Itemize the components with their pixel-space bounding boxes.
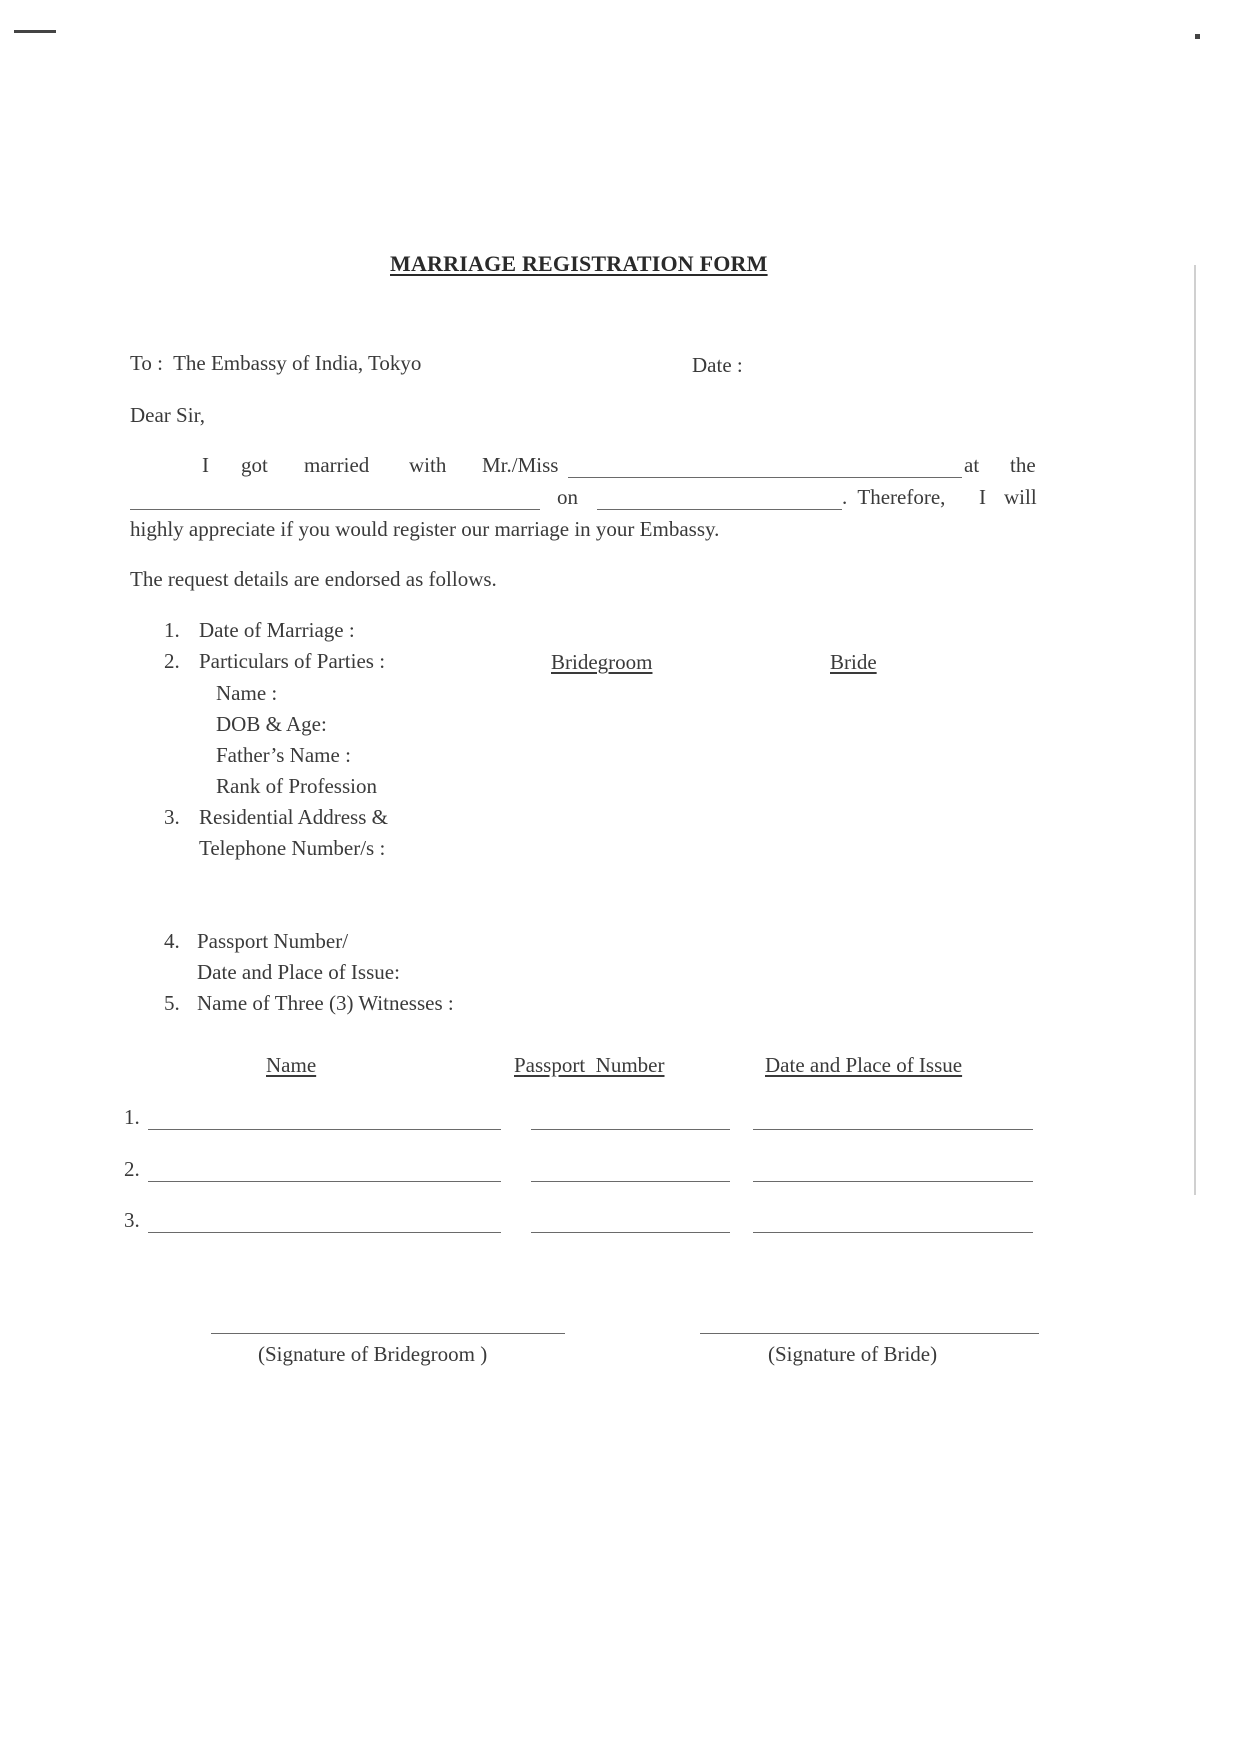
bride-signature-line: [700, 1333, 1039, 1334]
witness-row-number: 2.: [124, 1157, 140, 1181]
witness-header-name: Name: [266, 1053, 317, 1077]
to-line: To : The Embassy of India, Tokyo: [130, 351, 422, 375]
witness-row-number: 3.: [124, 1208, 140, 1232]
item-residential-address: Residential Address &: [199, 805, 388, 829]
item-number: 4.: [164, 929, 180, 953]
item-witnesses: Name of Three (3) Witnesses :: [197, 991, 454, 1015]
scan-mark-top-right: [1195, 34, 1200, 39]
item-passport-number: Passport Number/: [197, 929, 349, 953]
item-particulars-of-parties: Particulars of Parties :: [199, 649, 386, 673]
para-line-3: highly appreciate if you would register our marriage in your Embassy.: [130, 517, 720, 541]
witness-name-line: [148, 1232, 501, 1233]
column-header-bridegroom: Bridegroom: [551, 650, 653, 674]
para-word: I: [979, 485, 986, 509]
item-date-of-marriage: Date of Marriage :: [199, 618, 355, 642]
sub-label-father: Father’s Name :: [216, 743, 351, 767]
sub-label-dob: DOB & Age:: [216, 712, 327, 736]
request-intro: The request details are endorsed as follows.: [130, 567, 497, 591]
bridegroom-signature-label: (Signature of Bridegroom ): [258, 1342, 488, 1366]
para-word: at: [964, 453, 980, 477]
witness-date-line: [753, 1181, 1033, 1182]
para-word: on: [557, 485, 578, 509]
witness-date-line: [753, 1129, 1033, 1130]
para-word: got: [241, 453, 268, 477]
bridegroom-signature-line: [211, 1333, 565, 1334]
witness-header-passport: Passport Number: [514, 1053, 665, 1077]
witness-passport-line: [531, 1232, 730, 1233]
form-title: MARRIAGE REGISTRATION FORM: [390, 251, 768, 276]
date-blank: [597, 509, 842, 510]
witness-passport-line: [531, 1181, 730, 1182]
sub-label-rank: Rank of Profession: [216, 774, 377, 798]
para-word: Mr./Miss: [482, 453, 559, 477]
sub-label-name: Name :: [216, 681, 278, 705]
witness-passport-line: [531, 1129, 730, 1130]
place-blank: [130, 509, 540, 510]
item-number: 3.: [164, 805, 180, 829]
para-word: with: [409, 453, 447, 477]
salutation: Dear Sir,: [130, 403, 205, 427]
item-number: 2.: [164, 649, 180, 673]
witness-row-number: 1.: [124, 1105, 140, 1129]
page-edge-shadow: [1194, 265, 1196, 1195]
para-word: will: [1004, 485, 1037, 509]
bride-signature-label: (Signature of Bride): [768, 1342, 938, 1366]
witness-name-line: [148, 1129, 501, 1130]
para-word: I: [202, 453, 209, 477]
item-passport-issue: Date and Place of Issue:: [197, 960, 400, 984]
witness-name-line: [148, 1181, 501, 1182]
witness-date-line: [753, 1232, 1033, 1233]
scan-mark-top-left: [14, 30, 56, 33]
column-header-bride: Bride: [830, 650, 877, 674]
date-label: Date :: [692, 353, 743, 377]
item-number: 1.: [164, 618, 180, 642]
item-number: 5.: [164, 991, 180, 1015]
witness-header-date-place: Date and Place of Issue: [765, 1053, 963, 1077]
para-word: the: [1010, 453, 1036, 477]
spouse-name-blank: [568, 477, 962, 478]
item-telephone: Telephone Number/s :: [199, 836, 386, 860]
para-word: . Therefore,: [842, 485, 946, 509]
para-word: married: [304, 453, 370, 477]
